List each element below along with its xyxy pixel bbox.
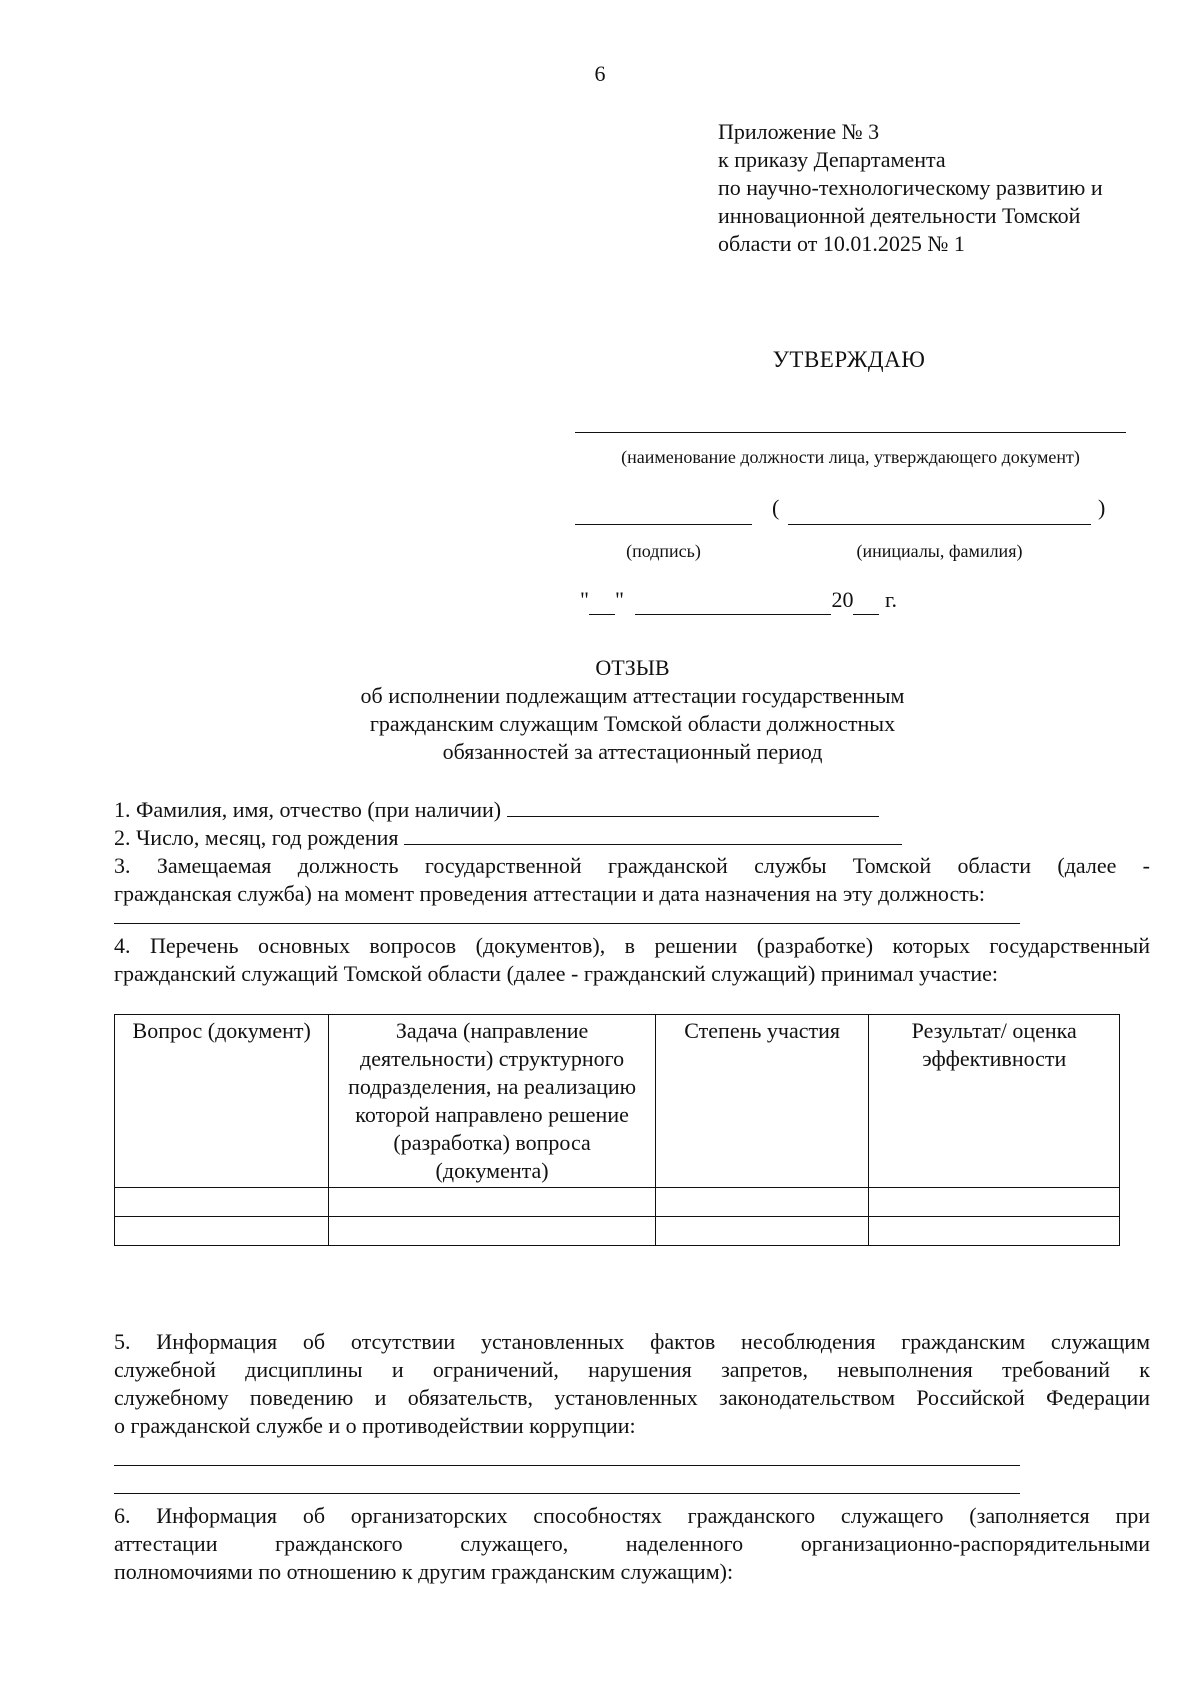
name-open-paren: ( [772,495,780,520]
table-row [115,1217,1120,1246]
appendix-line: Приложение № 3 [718,119,880,144]
table-cell[interactable] [115,1188,329,1217]
field-full-name-blank[interactable] [507,796,879,817]
signature-caption: (подпись) [626,541,701,561]
date-year-suffix: г. [884,587,898,612]
date-month-blank[interactable] [635,586,831,615]
appendix-line: области от 10.01.2025 № 1 [718,231,965,256]
table-header-cell: Вопрос (документ) [115,1015,329,1188]
approval-date-row [580,586,897,615]
section-5-line: 5. Информация об отсутствии установленных фактов несоблюдения гражданским служащим [114,1329,1150,1354]
table-header-cell: Задача (направление деятельности) структурного подразделения, на реализацию которой направлено решение (разработка) вопроса (документа) [329,1015,655,1188]
section-5-line: служебному поведению и обязательств, установленных законодательством Российской Федерации [114,1385,1150,1410]
name-close-paren: ) [1098,495,1106,520]
table-cell[interactable] [869,1188,1120,1217]
table-cell[interactable] [655,1217,869,1246]
field-position-blank[interactable] [114,923,1020,924]
signature-blank-line[interactable] [575,524,752,525]
section-6 [114,1502,1150,1586]
table-header-cell: Степень участия [655,1015,869,1188]
date-quote-close: " [614,587,624,612]
name-blank-line[interactable] [788,524,1091,525]
section-5-blank-line-2[interactable] [114,1493,1020,1494]
section-6-line: 6. Информация об организаторских способностях гражданского служащего (заполняется при [114,1503,1150,1528]
table-cell[interactable] [655,1188,869,1217]
field-questions-line: гражданский служащий Томской области (далее - гражданский служащий) принимал участие: [114,961,998,986]
document-title: ОТЗЫВ [595,655,670,680]
section-5 [114,1328,1150,1440]
date-quote-open: " [580,587,589,612]
document-subtitle-line: обязанностей за аттестационный период [442,739,823,764]
position-blank-line[interactable] [575,432,1126,433]
appendix-line: к приказу Департамента [718,147,946,172]
name-caption: (инициалы, фамилия) [856,541,1023,561]
date-year-prefix: 20 [831,587,854,612]
document-subtitle-line: об исполнении подлежащим аттестации государственным [360,683,905,708]
appendix-line: инновационной деятельности Томской [718,203,1081,228]
table-cell[interactable] [869,1217,1120,1246]
field-position [114,852,1150,908]
field-birth-date-blank[interactable] [404,824,902,845]
field-questions-line: 4. Перечень основных вопросов (документов), в решении (разработке) которых государственный [114,933,1150,958]
approval-title: УТВЕРЖДАЮ [772,347,926,372]
document-subtitle-line: гражданским служащим Томской области должностных [369,711,896,736]
field-position-line: гражданская служба) на момент проведения аттестации и дата назначения на эту должность: [114,881,986,906]
section-6-line: полномочиями по отношению к другим гражданским служащим): [114,1559,734,1584]
table-cell[interactable] [329,1217,655,1246]
table-row [115,1188,1120,1217]
questions-table [114,1014,1120,1246]
section-5-blank-line-1[interactable] [114,1465,1020,1466]
section-5-line: служебной дисциплины и ограничений, нарушения запретов, невыполнения требований к [114,1357,1150,1382]
appendix-line: по научно-технологическому развитию и [718,175,1103,200]
field-position-line: 3. Замещаемая должность государственной гражданской службы Томской области (далее - [114,853,1150,878]
date-day-blank[interactable] [589,586,615,615]
position-caption: (наименование должности лица, утверждающего документ) [621,447,1080,467]
field-questions [114,932,1150,988]
field-birth-date [114,824,1150,852]
table-cell[interactable] [329,1188,655,1217]
page-number: 6 [594,61,606,86]
section-5-line: о гражданской службе и о противодействии коррупции: [114,1413,636,1438]
field-full-name-label: 1. Фамилия, имя, отчество (при наличии) [114,797,502,822]
appendix-block [718,118,1158,258]
table-header-cell: Результат/ оценка эффективности [869,1015,1120,1188]
document-heading [0,654,1200,766]
table-header-row [115,1015,1120,1188]
date-year-blank[interactable] [853,586,879,615]
field-birth-date-label: 2. Число, месяц, год рождения [114,825,399,850]
section-6-line: аттестации гражданского служащего, наделенного организационно-распорядительными [114,1531,1150,1556]
table-cell[interactable] [115,1217,329,1246]
field-full-name [114,796,1150,824]
